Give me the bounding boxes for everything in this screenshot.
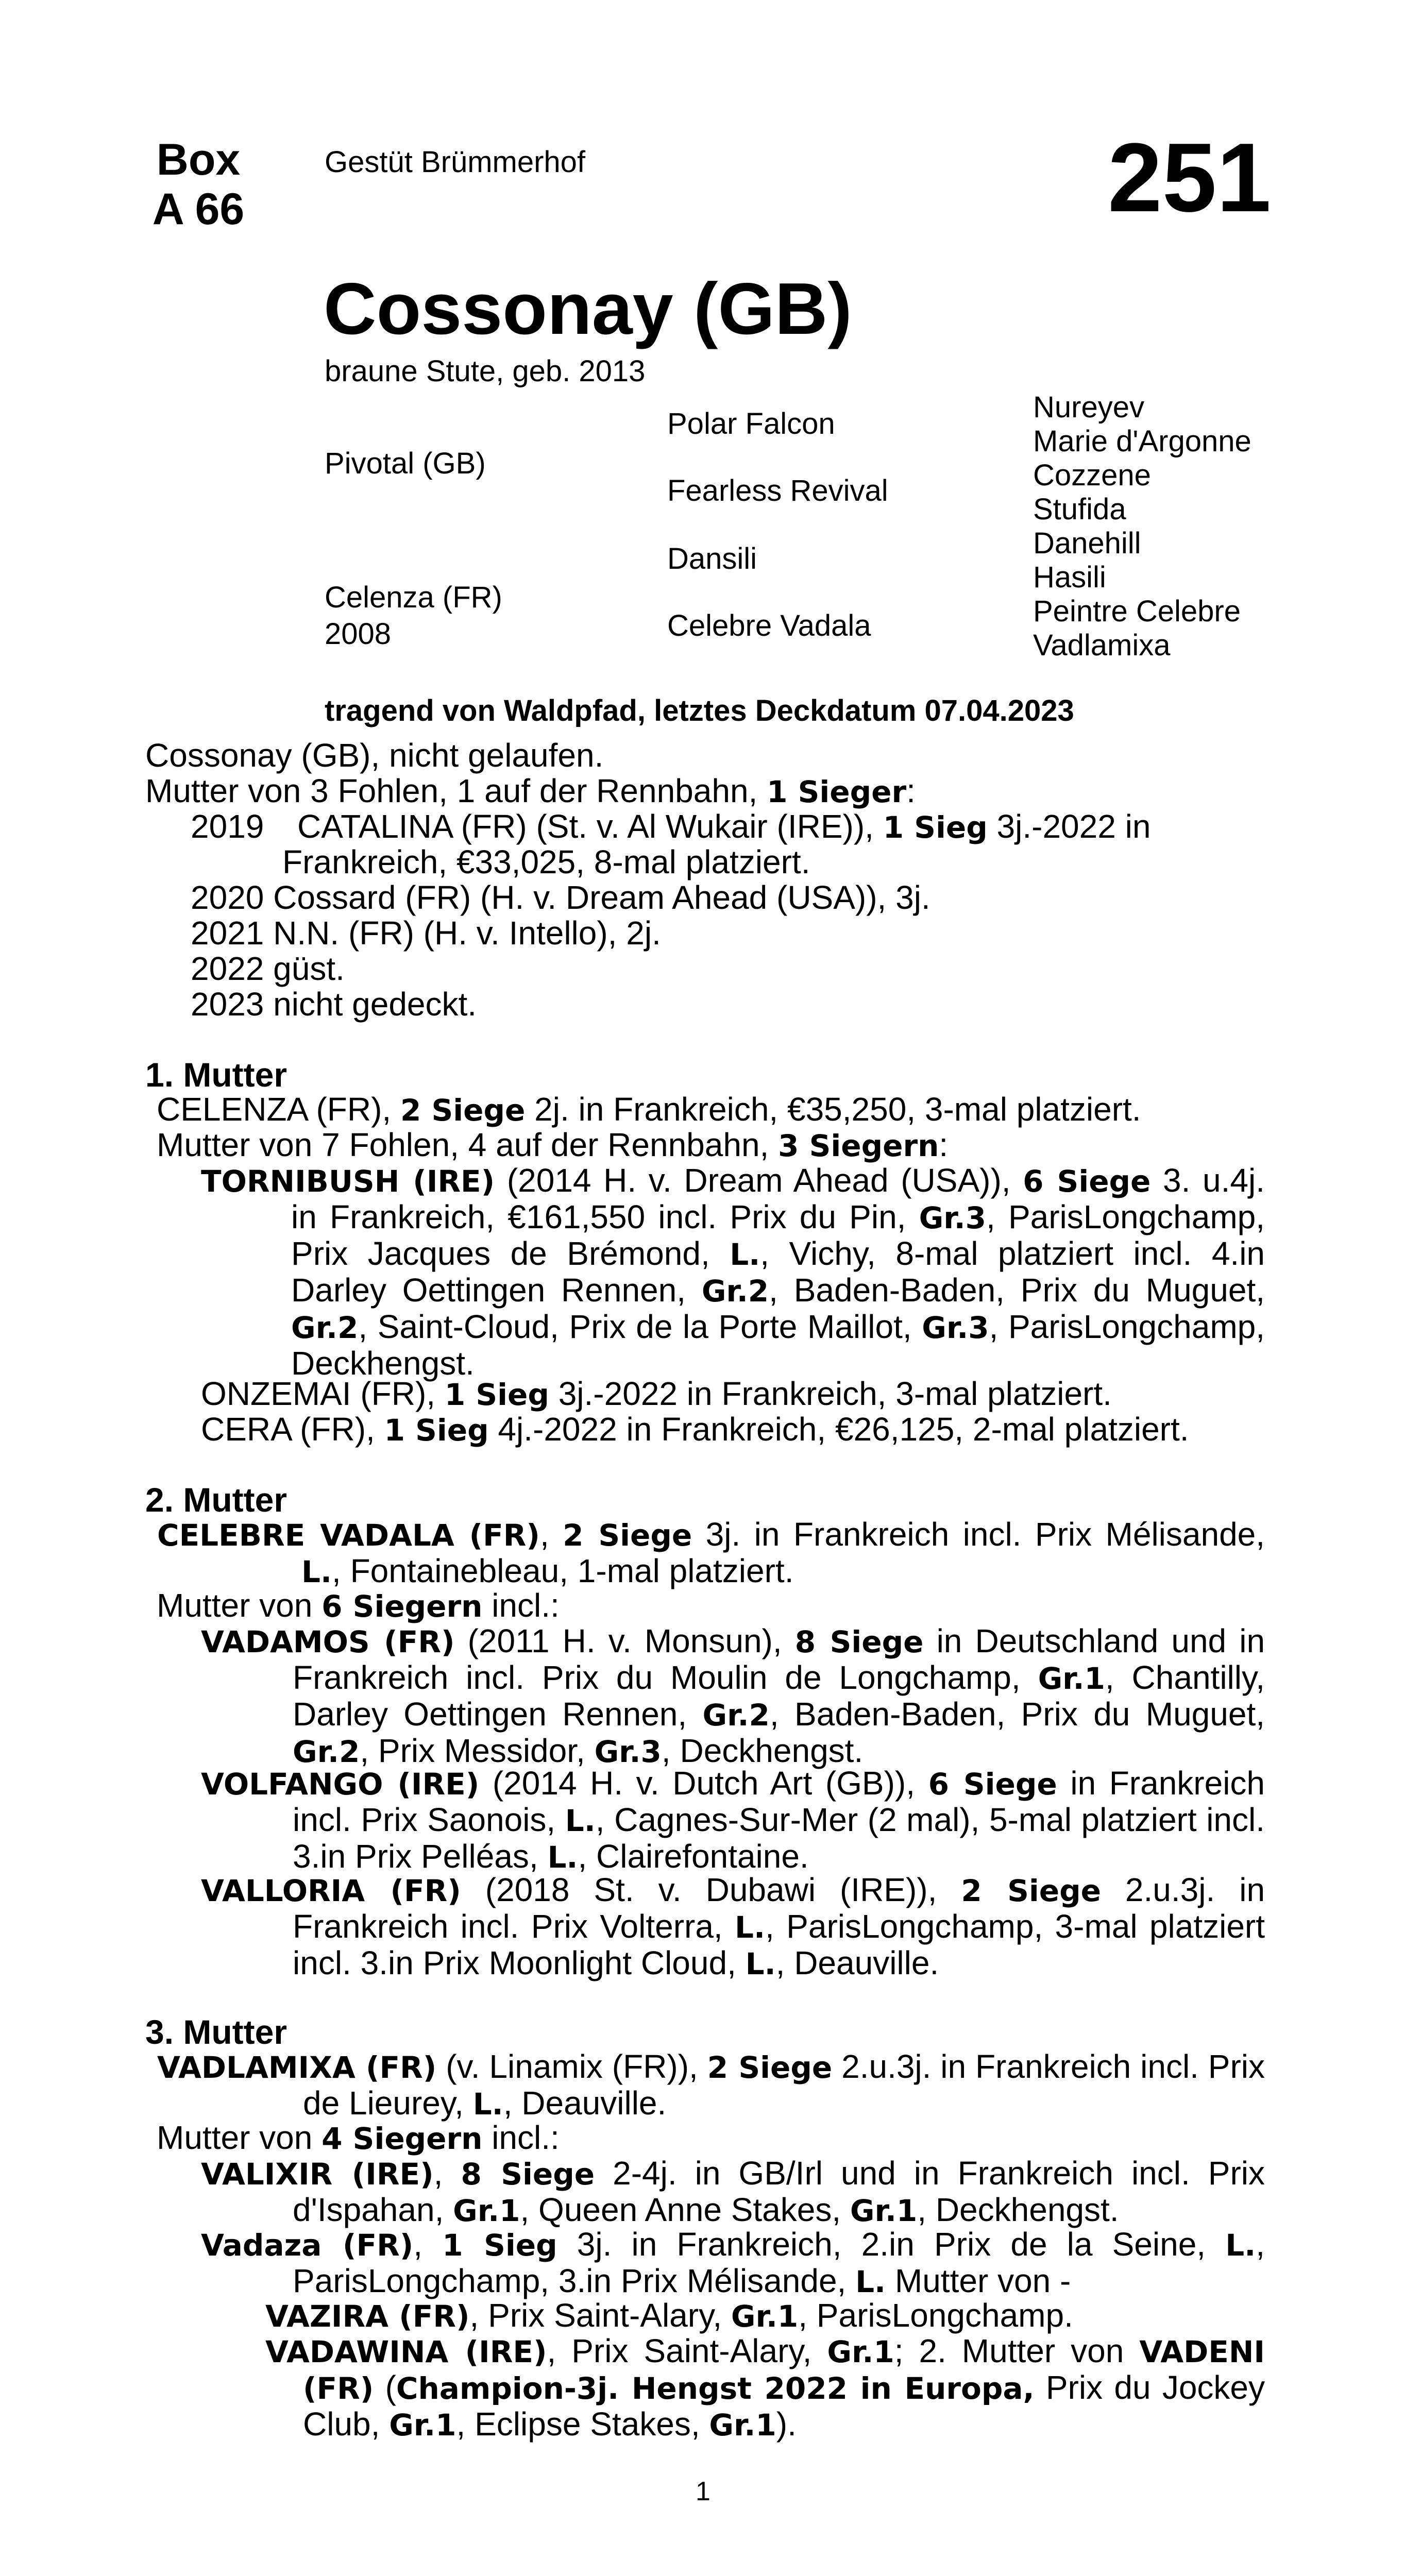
progeny-entry: VALLORIA (FR) (2018 St. v. Dubawi (IRE)), 2 Siege 2.u.3j. in Frankreich incl. Prix Volterra, L., ParisLongchamp, 3-mal platziert incl. 3.in Prix Moonlight Cloud, L., Deauville. (201, 1871, 1265, 1981)
box-line1: Box (156, 135, 241, 184)
foal-entry-cont: Frankreich, €33,025, 8-mal platziert. (282, 843, 810, 880)
foal-entry: 2023 nicht gedeckt. (191, 986, 477, 1023)
lot-number: 251 (1108, 123, 1272, 232)
foal-entry: 2021 N.N. (FR) (H. v. Intello), 2j. (191, 914, 661, 952)
section-heading: 3. Mutter (145, 2013, 287, 2051)
dam-record: CELEBRE VADALA (FR), 2 Siege 3j. in Frankreich incl. Prix Mélisande, L., Fontainebleau, 1-mal platziert. (157, 1516, 1265, 1589)
progeny-entry: CERA (FR), 1 Sieg 4j.-2022 in Frankreich, €26,125, 2-mal platziert. (201, 1411, 1189, 1448)
horse-description: braune Stute, geb. 2013 (325, 354, 646, 388)
foal-entry: 2022 güst. (191, 950, 345, 987)
foal-entry: 2020 Cossard (FR) (H. v. Dream Ahead (USA)), 3j. (191, 879, 931, 916)
grand-progeny-entry: VADAWINA (IRE), Prix Saint-Alary, Gr.1; 2. Mutter von VADENI (FR) (Champion-3j. Hengst 2022 in Europa, Prix du Jockey Club, Gr.1, Eclipse Stakes, Gr.1). (265, 2332, 1265, 2443)
page-number: 1 (696, 2477, 711, 2506)
own-record-line: Cossonay (GB), nicht gelaufen. (145, 737, 604, 774)
pedigree-gen3: Marie d'Argonne (1033, 425, 1251, 458)
horse-name: Cossonay (GB) (324, 268, 852, 350)
progeny-entry: VALIXIR (IRE), 8 Siege 2-4j. in GB/Irl und in Frankreich incl. Prix d'Ispahan, Gr.1, Queen Anne Stakes, Gr.1, Deckhengst. (201, 2155, 1265, 2228)
progeny-entry: Vadaza (FR), 1 Sieg 3j. in Frankreich, 2.in Prix de la Seine, L., ParisLongchamp, 3.in Prix Mélisande, L. Mutter von - (201, 2226, 1265, 2299)
progeny-entry: VOLFANGO (IRE) (2014 H. v. Dutch Art (GB)), 6 Siege in Frankreich incl. Prix Saonois, L., Cagnes-Sur-Mer (2 mal), 5-mal platziert incl. 3.in Prix Pelléas, L., Clairefontaine. (201, 1765, 1265, 1875)
foal-year: 2019 (191, 808, 264, 845)
own-record-line: Mutter von 3 Fohlen, 1 auf der Rennbahn, 1 Sieger: (145, 772, 916, 809)
progeny-entry: TORNIBUSH (IRE) (2014 H. v. Dream Ahead (USA)), 6 Siege 3. u.4j. in Frankreich, €161,550 incl. Prix du Pin, Gr.3, ParisLongchamp, Prix Jacques de Brémond, L., Vichy, 8-mal platziert incl. 4.in Darley Oettingen Rennen, Gr.2, Baden-Baden, Prix du Muguet, Gr.2, Saint-Cloud, Prix de la Porte Maillot, Gr.3, ParisLongchamp, Deckhengst. (201, 1162, 1265, 1382)
pedigree-gen3: Peintre Celebre (1033, 595, 1241, 628)
section-heading: 2. Mutter (145, 1481, 287, 1519)
foal-entry: CATALINA (FR) (St. v. Al Wukair (IRE)), 1 Sieg 3j.-2022 in (297, 808, 1151, 845)
breeder: Gestüt Brümmerhof (325, 145, 586, 179)
pedigree-gen3: Danehill (1033, 527, 1141, 560)
pedigree-gen3: Vadlamixa (1033, 629, 1171, 662)
pedigree-gen3: Hasili (1033, 561, 1106, 594)
pedigree-gen2: Fearless Revival (667, 474, 888, 507)
pedigree-gen2: Celebre Vadala (667, 609, 871, 642)
pedigree-dam: Celenza (FR) (325, 581, 502, 614)
pedigree-gen3: Stufida (1033, 493, 1126, 526)
dam-produce-summary: Mutter von 7 Fohlen, 4 auf der Rennbahn, 3 Siegern: (157, 1126, 949, 1163)
section-heading: 1. Mutter (145, 1056, 287, 1094)
pedigree-dam-year: 2008 (325, 617, 392, 651)
pedigree-gen2: Polar Falcon (667, 407, 835, 440)
progeny-entry: ONZEMAI (FR), 1 Sieg 3j.-2022 in Frankreich, 3-mal platziert. (201, 1375, 1112, 1412)
pedigree-gen3: Cozzene (1033, 459, 1151, 492)
dam-produce-summary: Mutter von 6 Siegern incl.: (157, 1587, 560, 1624)
box-line2: A 66 (152, 184, 245, 234)
dam-record: CELENZA (FR), 2 Siege 2j. in Frankreich, €35,250, 3-mal platziert. (157, 1091, 1141, 1128)
dam-produce-summary: Mutter von 4 Siegern incl.: (157, 2119, 560, 2156)
pedigree-gen2: Dansili (667, 542, 757, 575)
covering-info: tragend von Waldpfad, letztes Deckdatum 07.04.2023 (325, 694, 1074, 727)
box-label (131, 135, 265, 234)
pedigree-gen3: Nureyev (1033, 391, 1144, 424)
pedigree-sire: Pivotal (GB) (325, 447, 486, 480)
progeny-entry: VADAMOS (FR) (2011 H. v. Monsun), 8 Siege in Deutschland und in Frankreich incl. Prix du Moulin de Longchamp, Gr.1, Chantilly, Darley Oettingen Rennen, Gr.2, Baden-Baden, Prix du Muguet, Gr.2, Prix Messidor, Gr.3, Deckhengst. (201, 1622, 1265, 1769)
grand-progeny-entry: VAZIRA (FR), Prix Saint-Alary, Gr.1, ParisLongchamp. (265, 2297, 1073, 2334)
dam-record: VADLAMIXA (FR) (v. Linamix (FR)), 2 Siege 2.u.3j. in Frankreich incl. Prix de Lieurey, L., Deauville. (157, 2048, 1265, 2122)
